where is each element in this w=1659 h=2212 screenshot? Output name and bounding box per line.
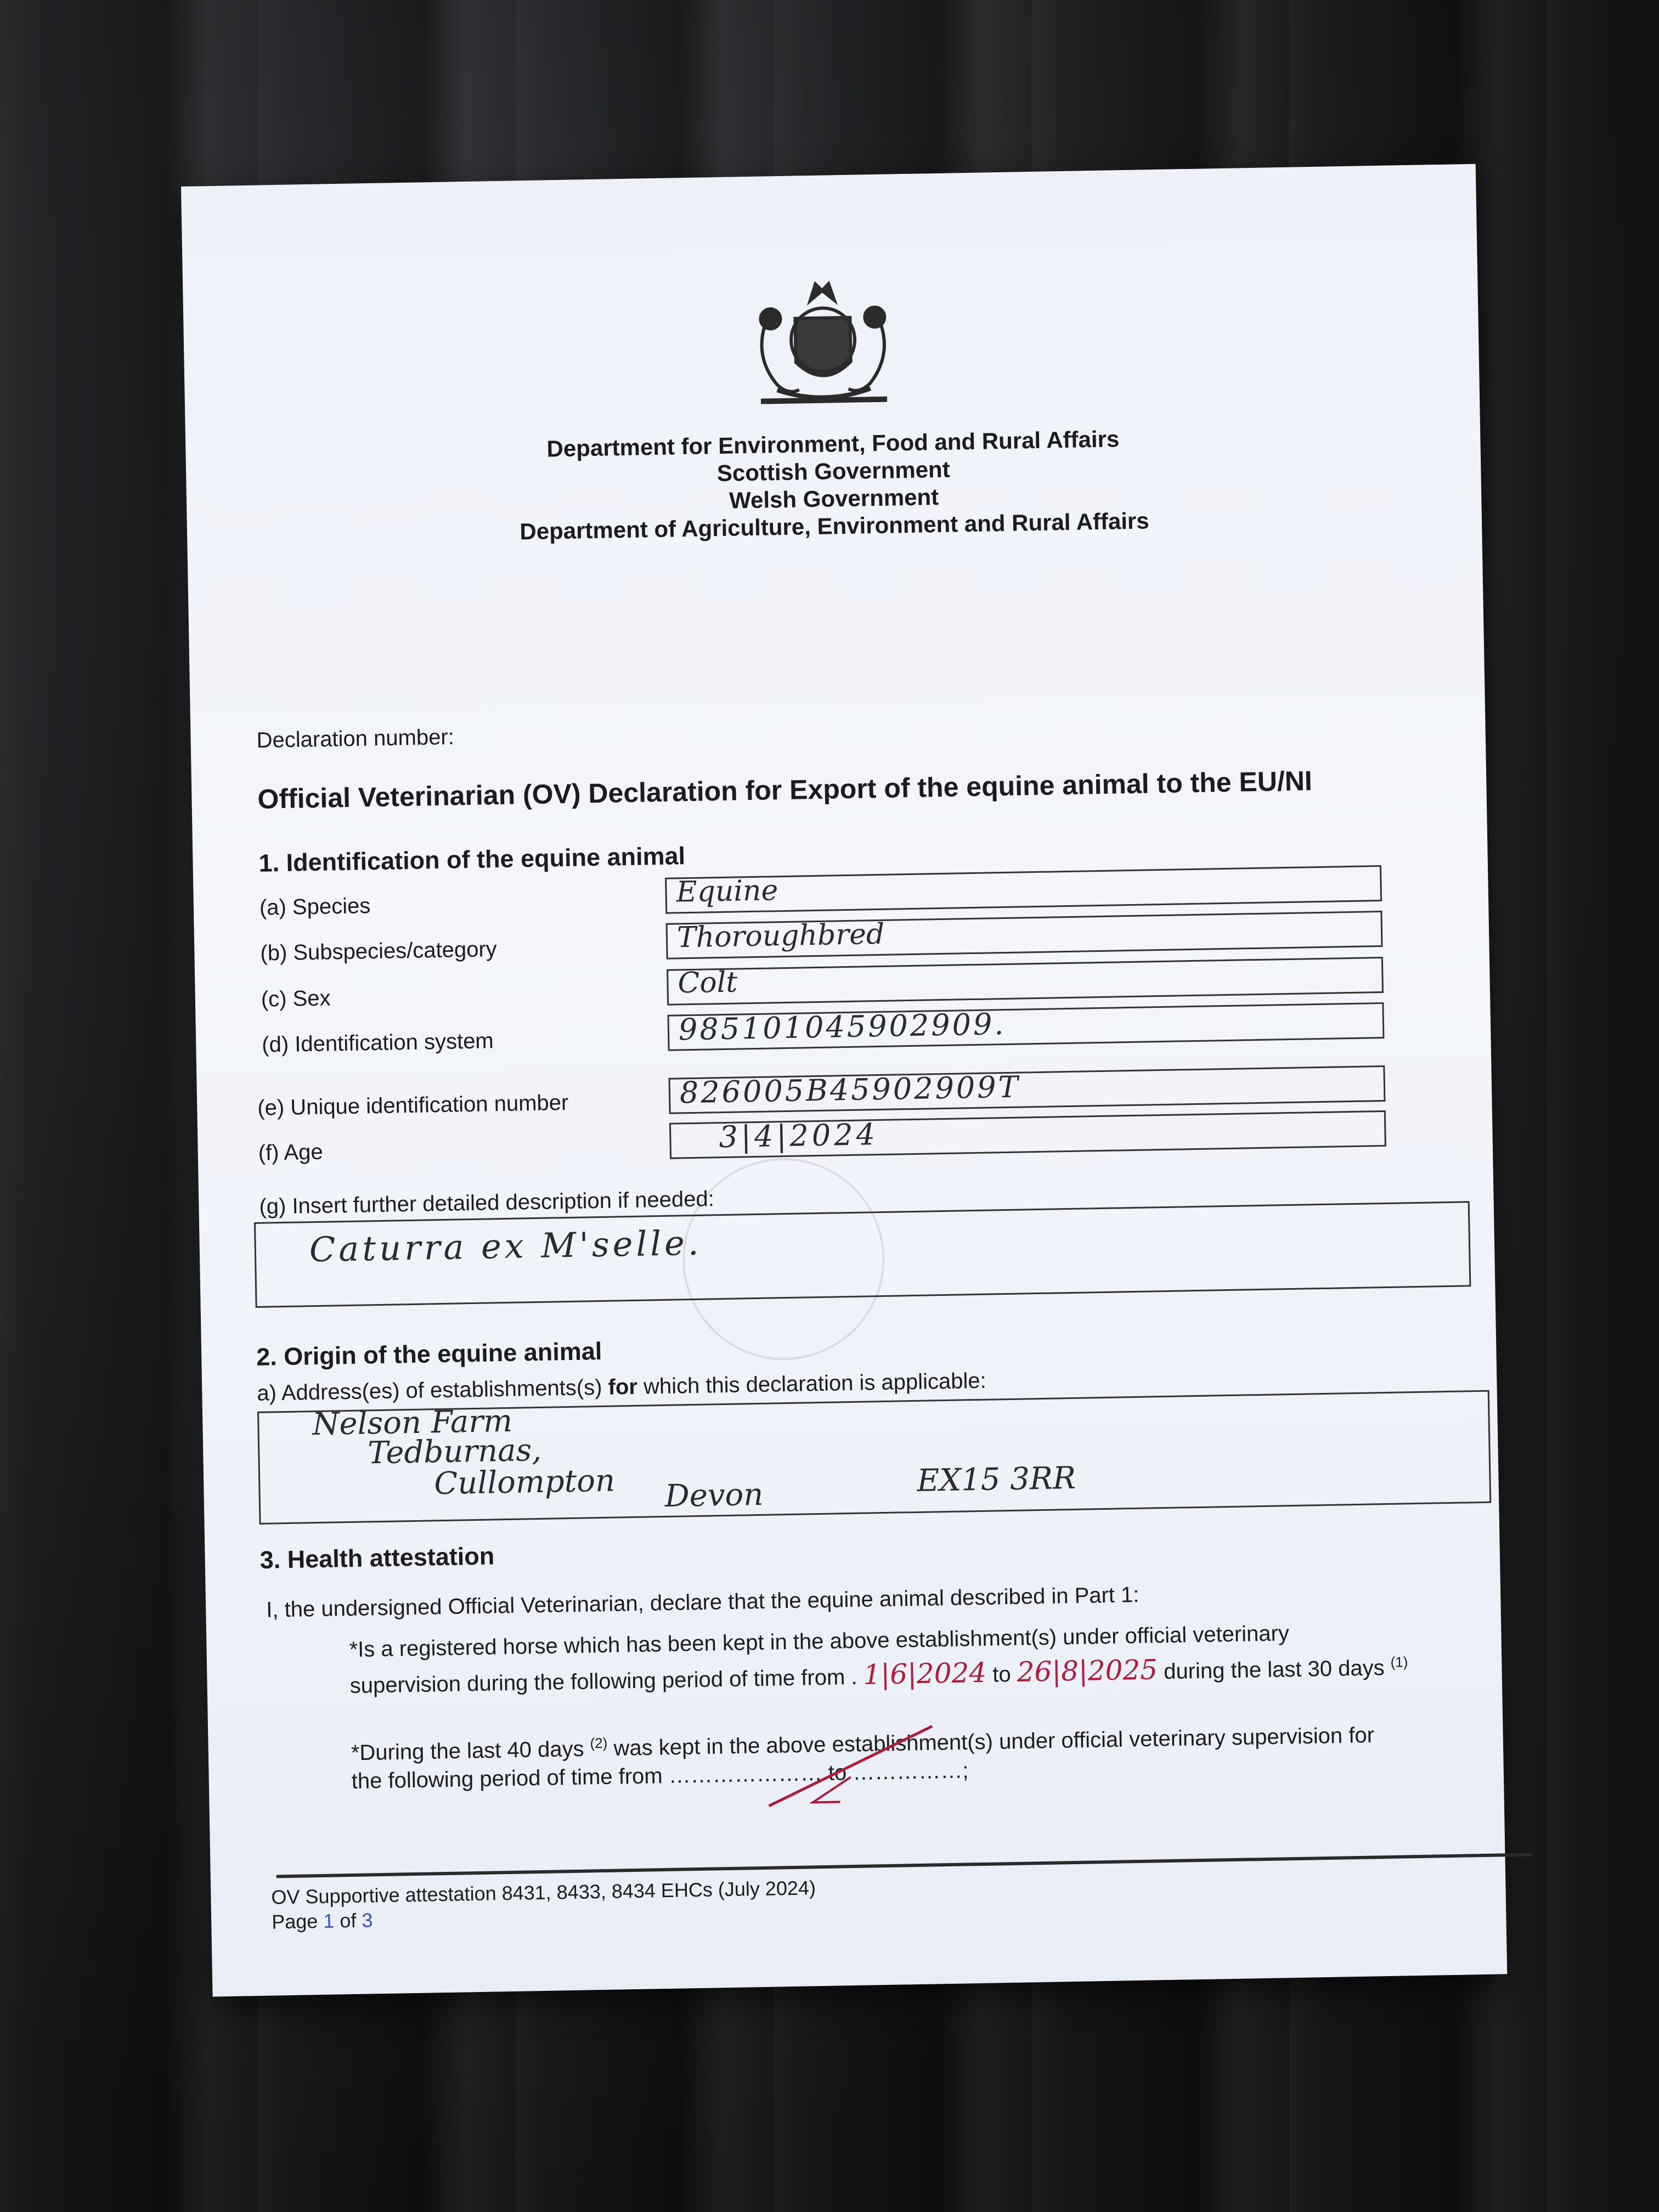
attestation-para2-line1: *During the last 40 days $^{(2)}$ was kept in the above establishment(s) under official veterinary supervision for bbox=[351, 1723, 1375, 1765]
document-page bbox=[181, 164, 1507, 1997]
section1-heading: 1. Identification of the equine animal bbox=[258, 842, 686, 877]
footer-rule bbox=[276, 1853, 1533, 1878]
attestation-intro: I, the undersigned Official Veterinarian, declare that the equine animal described in Part 1: bbox=[266, 1582, 1139, 1622]
address-line-4: Devon bbox=[664, 1476, 764, 1514]
sex-label: (c) Sex bbox=[261, 986, 331, 1012]
section2-heading: 2. Origin of the equine animal bbox=[256, 1336, 602, 1371]
royal-coat-of-arms-icon bbox=[742, 278, 904, 418]
header-line-daera: Department of Agriculture, Environment and Rural Affairs bbox=[519, 507, 1149, 545]
section3-heading: 3. Health attestation bbox=[259, 1542, 495, 1574]
unique-id-value: 826005B45902909T bbox=[679, 1069, 1021, 1110]
unique-id-label: (e) Unique identification number bbox=[257, 1090, 569, 1120]
header-line-scottish-gov: Scottish Government bbox=[716, 456, 950, 487]
age-label: (f) Age bbox=[258, 1139, 323, 1165]
attestation-para2-line2: the following period of time from ………………… to ……………; bbox=[351, 1758, 969, 1794]
attestation-para1-line1: *Is a registered horse which has been kept in the above establishment(s) under official veterinary bbox=[349, 1621, 1290, 1662]
identification-system-label: (d) Identification system bbox=[261, 1029, 494, 1057]
subspecies-label: (b) Subspecies/category bbox=[260, 937, 498, 966]
period-to-value: 26|8|2025 bbox=[1017, 1654, 1158, 1688]
description-label: (g) Insert further detailed description if needed: bbox=[259, 1187, 715, 1219]
footer-page-number: Page 1 of 3 bbox=[271, 1909, 373, 1933]
species-label: (a) Species bbox=[259, 894, 371, 920]
address-line-3: Cullompton bbox=[433, 1463, 616, 1502]
address-line-1: Nelson Farm bbox=[312, 1403, 513, 1443]
species-value: Equine bbox=[676, 874, 778, 909]
description-value: Caturra ex M'selle. bbox=[309, 1222, 703, 1270]
footer-attestation-line: OV Supportive attestation 8431, 8433, 8434 EHCs (July 2024) bbox=[271, 1876, 816, 1909]
age-value: 3|4|2024 bbox=[718, 1117, 879, 1155]
attestation-para1-line2: supervision during the following period of time from . 1|6|2024 to 26|8|2025 during the last 30 days $^{(1)}$ bbox=[349, 1654, 1408, 1699]
sex-value: Colt bbox=[677, 966, 738, 1000]
header-line-welsh-gov: Welsh Government bbox=[729, 483, 939, 514]
strike-through-mark bbox=[757, 1708, 1032, 1812]
subspecies-value: Thoroughbred bbox=[676, 917, 885, 955]
period-from-value: 1|6|2024 bbox=[863, 1656, 987, 1691]
identification-system-value: 985101045902909. bbox=[678, 1006, 1006, 1047]
address-line-2: Tedburnas, bbox=[367, 1432, 542, 1471]
header-line-defra: Department for Environment, Food and Rural Affairs bbox=[546, 426, 1120, 462]
sex-field[interactable] bbox=[667, 957, 1384, 1006]
declaration-number-label: Declaration number: bbox=[256, 725, 455, 753]
page-title: Official Veterinarian (OV) Declaration for Export of the equine animal to the EU/NI bbox=[257, 765, 1313, 815]
address-line-5: EX15 3RR bbox=[916, 1460, 1076, 1499]
address-label: a) Address(es) of establishments(s) for which this declaration is applicable: bbox=[257, 1368, 987, 1406]
